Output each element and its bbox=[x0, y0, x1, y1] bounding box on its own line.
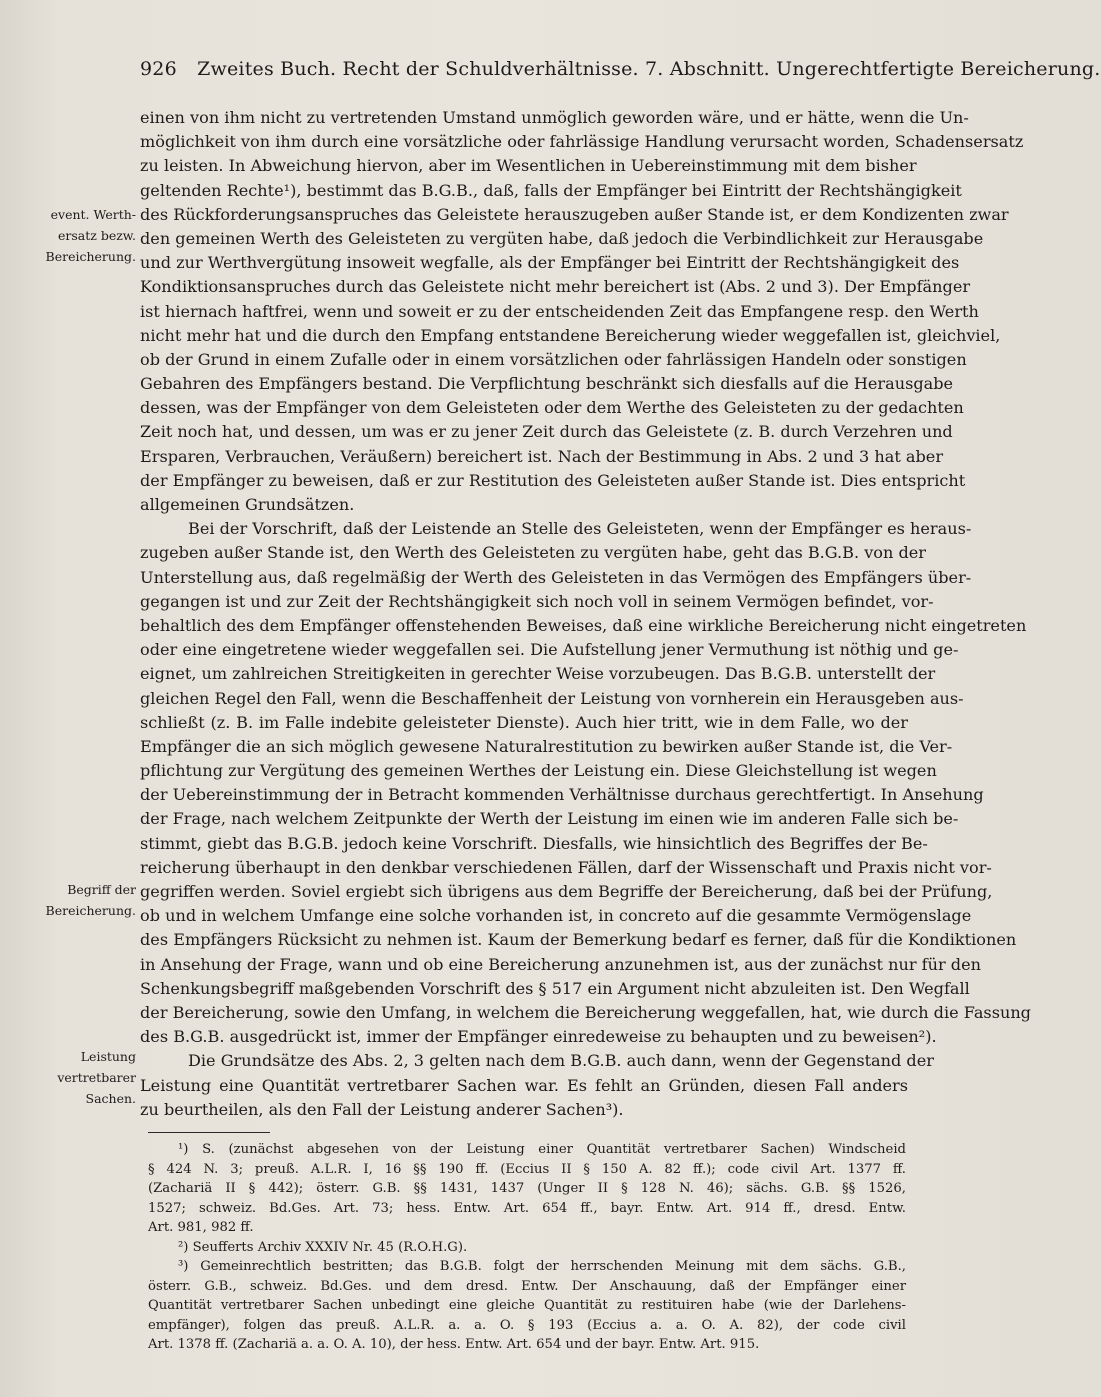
text-line: den gemeinen Werth des Geleisteten zu vergüten habe, daß jedoch die Verbindlichkeit zur Herausgabe bbox=[140, 228, 984, 248]
text-line: des B.G.B. ausgedrückt ist, immer der Empfänger einredeweise zu behaupten und zu beweisen²). bbox=[140, 1027, 937, 1047]
text-line: schließt (z. B. im Falle indebite geleisteter Dienste). Auch hier tritt, wie in dem Falle, wo der bbox=[140, 712, 908, 732]
text-line: Kondiktionsanspruches durch das Geleistete nicht mehr bereichert ist (Abs. 2 und 3). Der Empfänger bbox=[140, 277, 971, 297]
text-line: nicht mehr hat und die durch den Empfang entstandene Bereicherung wieder weggefallen ist, gleichviel, bbox=[140, 325, 1001, 345]
margin-note-begriff bbox=[26, 879, 136, 921]
running-title: Zweites Buch. Recht der Schuldverhältnisse. 7. Abschnitt. Ungerechtfertigte Bereicherung. bbox=[197, 58, 1101, 80]
footnote-line: ¹) S. (zunächst abgesehen von der Leistung einer Quantität vertretbarer Sachen) Windscheid bbox=[178, 1142, 906, 1157]
text-line: zugeben außer Stande ist, den Werth des Geleisteten zu vergüten habe, geht das B.G.B. von der bbox=[140, 543, 926, 563]
body-text bbox=[140, 106, 1031, 1122]
text-line: Zeit noch hat, und dessen, um was er zu jener Zeit durch das Geleistete (z. B. durch Verzehren und bbox=[140, 422, 953, 442]
page-number: 926 bbox=[140, 58, 177, 80]
text-line: und zur Werthvergütung insoweit wegfalle, als der Empfänger bei Eintritt der Rechtshängigkeit des bbox=[140, 253, 960, 273]
footnote-line: Art. 1378 ff. (Zachariä a. a. O. A. 10), der hess. Entw. Art. 654 und der bayr. Entw. Art. 915. bbox=[148, 1337, 760, 1352]
text-line: einen von ihm nicht zu vertretenden Umstand unmöglich geworden wäre, und er hätte, wenn die Un- bbox=[140, 108, 969, 127]
text-line: Die Grundsätze des Abs. 2, 3 gelten nach dem B.G.B. auch dann, wenn der Gegenstand der bbox=[188, 1051, 934, 1071]
footnote-line: empfänger), folgen das preuß. A.L.R. a. a. O. § 193 (Eccius a. a. O. A. 82), der code civil bbox=[148, 1317, 906, 1333]
text-line: stimmt, giebt das B.G.B. jedoch keine Vorschrift. Diesfalls, wie hinsichtlich des Begriffes der Be- bbox=[140, 833, 928, 853]
margin-note-line: Bereicherung. bbox=[45, 903, 136, 918]
text-line: geltenden Rechte¹), bestimmt das B.G.B., daß, falls der Empfänger bei Eintritt der Rechtshängigkeit bbox=[140, 180, 962, 200]
text-line: in Ansehung der Frage, wann und ob eine Bereicherung anzunehmen ist, aus der zunächst nur für den bbox=[140, 954, 981, 974]
text-line: der Uebereinstimmung der in Betracht kommenden Verhältnisse durchaus gerechtfertigt. In Ansehung bbox=[140, 785, 984, 805]
text-line: zu leisten. In Abweichung hiervon, aber im Wesentlichen in Uebereinstimmung mit dem bisher bbox=[140, 156, 917, 176]
text-line: zu beurtheilen, als den Fall der Leistung anderer Sachen³). bbox=[140, 1099, 624, 1119]
text-line: eignet, um zahlreichen Streitigkeiten in gerechter Weise vorzubeugen. Das B.G.B. unterstellt der bbox=[140, 664, 936, 684]
margin-note-line: ersatz bezw. bbox=[58, 228, 136, 243]
footnote-line: § 424 N. 3; preuß. A.L.R. I, 16 §§ 190 ff. (Eccius II § 150 A. 82 ff.); code civil Art. 1377 ff. bbox=[148, 1161, 906, 1177]
running-header bbox=[140, 58, 1101, 80]
text-line: pflichtung zur Vergütung des gemeinen Werthes der Leistung ein. Diese Gleichstellung ist wegen bbox=[140, 761, 937, 781]
text-line: ob und in welchem Umfange eine solche vorhanden ist, in concreto auf die gesammte Vermögenslage bbox=[140, 906, 972, 926]
text-line: der Empfänger zu beweisen, daß er zur Restitution des Geleisteten außer Stande ist. Dies entspricht bbox=[140, 470, 966, 490]
margin-note-line: Sachen. bbox=[85, 1091, 136, 1106]
text-line: Bei der Vorschrift, daß der Leistende an Stelle des Geleisteten, wenn der Empfänger es heraus- bbox=[188, 519, 972, 539]
text-line: Ersparen, Verbrauchen, Veräußern) bereichert ist. Nach der Bestimmung in Abs. 2 und 3 hat aber bbox=[140, 446, 944, 466]
text-line: der Bereicherung, sowie den Umfang, in welchem die Bereicherung weggefallen, hat, wie durch die Fassung bbox=[140, 1002, 1031, 1022]
text-line: möglichkeit von ihm durch eine vorsätzliche oder fahrlässige Handlung verursacht worden, Schadensersatz bbox=[140, 132, 1024, 152]
margin-note-werthersatz bbox=[26, 204, 136, 267]
margin-note-leistung bbox=[26, 1046, 136, 1109]
text-line: allgemeinen Grundsätzen. bbox=[140, 495, 355, 514]
text-line: reicherung überhaupt in den denkbar verschiedenen Fällen, darf der Wissenschaft und Praxis nicht vor- bbox=[140, 857, 992, 877]
margin-note-line: event. Werth- bbox=[50, 207, 136, 222]
footnotes bbox=[148, 1140, 906, 1355]
text-line: ob der Grund in einem Zufalle oder in einem vorsätzlichen oder fahrlässigen Handeln oder sonstigen bbox=[140, 349, 967, 369]
footnote-separator bbox=[148, 1132, 270, 1133]
text-line: gegriffen werden. Soviel ergiebt sich übrigens aus dem Begriffe der Bereicherung, daß bei der Prüfung, bbox=[140, 882, 993, 901]
text-line: des Empfängers Rücksicht zu nehmen ist. Kaum der Bemerkung bedarf es ferner, daß für die Kondiktionen bbox=[140, 930, 1017, 950]
text-line: der Frage, nach welchem Zeitpunkte der Werth der Leistung im einen wie im anderen Falle sich be- bbox=[140, 809, 959, 829]
text-line: dessen, was der Empfänger von dem Geleisteten oder dem Werthe des Geleisteten zu der gedachten bbox=[140, 398, 964, 418]
footnote-line: Quantität vertretbarer Sachen unbedingt eine gleiche Quantität zu restituiren habe (wie der Darlehens- bbox=[148, 1298, 906, 1313]
footnote-line: Art. 981, 982 ff. bbox=[148, 1220, 254, 1235]
text-line: Gebahren des Empfängers bestand. Die Verpflichtung beschränkt sich diesfalls auf die Herausgabe bbox=[140, 374, 954, 394]
text-line: ist hiernach haftfrei, wenn und soweit er zu der entscheidenden Zeit das Empfangene resp. den Werth bbox=[140, 301, 979, 321]
text-line: des Rückforderungsanspruches das Geleistete herauszugeben außer Stande ist, er dem Kondizenten zwar bbox=[140, 204, 1009, 224]
margin-note-line: Bereicherung. bbox=[45, 249, 136, 264]
text-line: oder eine eingetretene wieder weggefallen sei. Die Aufstellung jener Vermuthung ist nöthig und ge- bbox=[140, 640, 959, 660]
text-line: gegangen ist und zur Zeit der Rechtshängigkeit sich noch voll in seinem Vermögen befindet, vor- bbox=[140, 591, 934, 611]
text-line: Unterstellung aus, daß regelmäßig der Werth des Geleisteten in das Vermögen des Empfängers über- bbox=[140, 567, 972, 587]
margin-note-line: Leistung bbox=[80, 1049, 136, 1064]
footnote-line: ³) Gemeinrechtlich bestritten; das B.G.B. folgt der herrschenden Meinung mit dem sächs. G.B., bbox=[178, 1259, 906, 1274]
text-line: Schenkungsbegriff maßgebenden Vorschrift des § 517 ein Argument nicht abzuleiten ist. Den Wegfall bbox=[140, 978, 970, 998]
footnote-line: österr. G.B., schweiz. Bd.Ges. und dem dresd. Entw. Der Anschauung, daß der Empfänger einer bbox=[148, 1278, 906, 1294]
footnote-line: (Zachariä II § 442); österr. G.B. §§ 1431, 1437 (Unger II § 128 N. 46); sächs. G.B. §§ 1526, bbox=[148, 1181, 906, 1196]
text-line: Leistung eine Quantität vertretbarer Sachen war. Es fehlt an Gründen, diesen Fall anders bbox=[140, 1075, 908, 1095]
footnote-line: 1527; schweiz. Bd.Ges. Art. 73; hess. Entw. Art. 654 ff., bayr. Entw. Art. 914 ff., dresd. Entw. bbox=[148, 1200, 906, 1216]
text-line: Empfänger die an sich möglich gewesene Naturalrestitution zu bewirken außer Stande ist, die Ver- bbox=[140, 736, 953, 756]
margin-note-line: vertretbarer bbox=[57, 1070, 136, 1085]
footnote-line: ²) Seufferts Archiv XXXIV Nr. 45 (R.O.H.G). bbox=[178, 1239, 468, 1255]
text-line: gleichen Regel den Fall, wenn die Beschaffenheit der Leistung von vornherein ein Herausgeben aus- bbox=[140, 688, 964, 708]
text-line: behaltlich des dem Empfänger offenstehenden Beweises, daß eine wirkliche Bereicherung nicht eingetreten bbox=[140, 615, 1027, 635]
margin-note-line: Begriff der bbox=[67, 882, 136, 897]
